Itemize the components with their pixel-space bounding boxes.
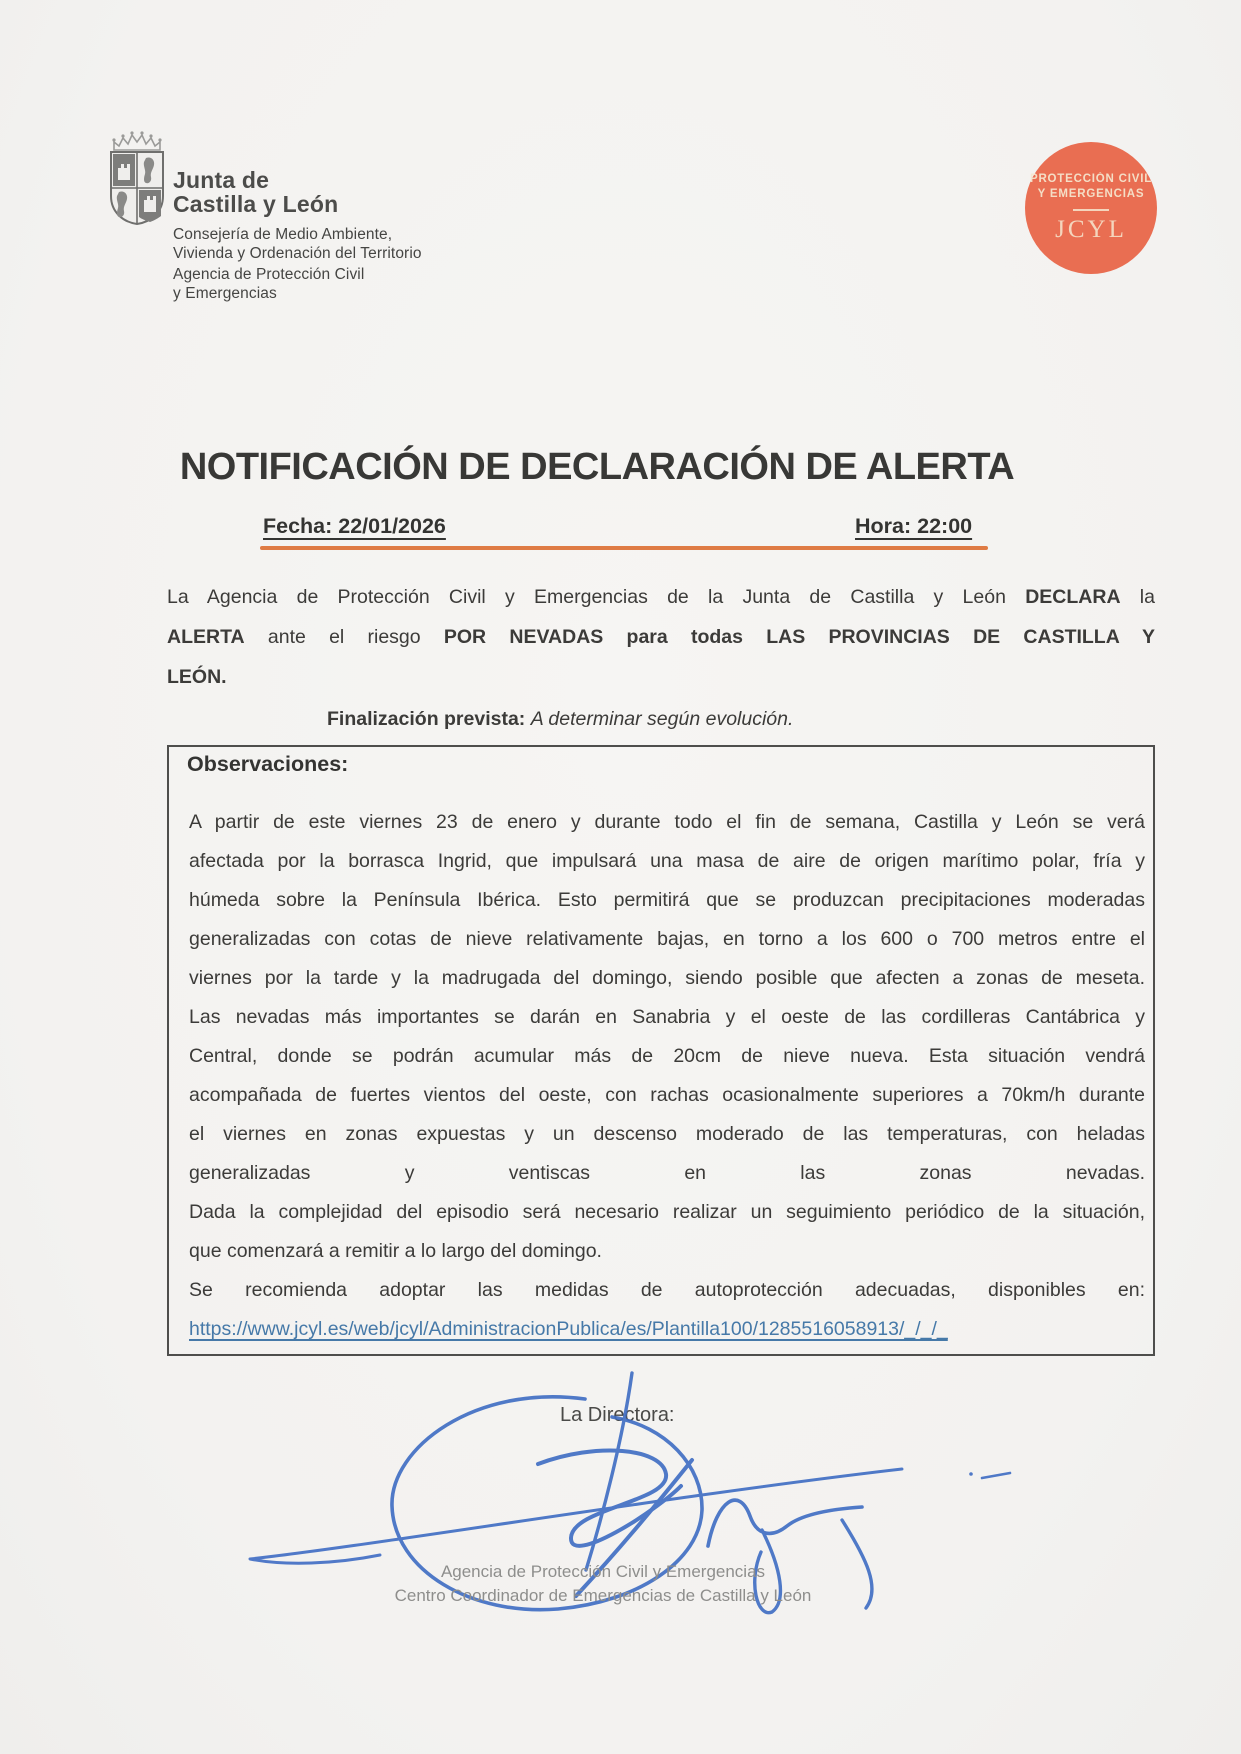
document-title: NOTIFICACIÓN DE DECLARACIÓN DE ALERTA bbox=[179, 446, 1015, 488]
castilla-leon-coat-of-arms bbox=[106, 130, 168, 226]
observations-line: A partir de este viernes 23 de enero y durante todo el fin de semana, Castilla y León se verá bbox=[189, 811, 1145, 833]
date-field: Fecha: 22/01/2026 bbox=[263, 514, 446, 538]
stamp-divider bbox=[1073, 209, 1109, 211]
footer-line2: Centro Coordinador de Emergencias de Castilla y León bbox=[394, 1585, 812, 1605]
observations-line: Las nevadas más importantes se darán en Sanabria y el oeste de las cordilleras Cantábrica y bbox=[189, 1006, 1145, 1028]
observations-line: Se recomienda adoptar las medidas de autoprotección adecuadas, disponibles en: bbox=[189, 1279, 1145, 1301]
org-name-line2: Castilla y León bbox=[173, 191, 339, 217]
observations-line: acompañada de fuertes vientos del oeste, con rachas ocasionalmente superiores a 70km/h durante bbox=[189, 1084, 1145, 1106]
observations-line: viernes por la tarde y la madrugada del domingo, siendo posible que afecten a zonas de meseta. bbox=[189, 967, 1145, 989]
stamp-acronym: JCYL bbox=[1055, 216, 1127, 243]
signer-title: La Directora: bbox=[560, 1404, 675, 1426]
department-line1: Consejería de Medio Ambiente, bbox=[173, 226, 393, 243]
stamp-line1: PROTECCIÓN CIVIL bbox=[1029, 173, 1153, 185]
observations-line: Central, donde se podrán acumular más de 20cm de nieve nueva. Esta situación vendrá bbox=[189, 1045, 1145, 1067]
observations-line: afectada por la borrasca Ingrid, que impulsará una masa de aire de origen marítimo polar, fría y bbox=[189, 850, 1145, 872]
declaration-line: ALERTA ante el riesgo POR NEVADAS para todas LAS PROVINCIAS DE CASTILLA Y bbox=[167, 626, 1155, 648]
declaration-paragraph bbox=[167, 577, 1155, 697]
jcyl-info-link[interactable]: https://www.jcyl.es/web/jcyl/AdministracionPublica/es/Plantilla100/1285516058913/_/_/_ bbox=[189, 1318, 948, 1340]
orange-underline-rule bbox=[260, 546, 988, 550]
coat-of-arms-icon bbox=[106, 130, 168, 226]
observations-link-line bbox=[189, 1310, 1145, 1349]
agency-block bbox=[173, 266, 364, 303]
declaration-line: La Agencia de Protección Civil y Emergencias de la Junta de Castilla y León DECLARA la bbox=[167, 586, 1155, 608]
department-line2: Vivienda y Ordenación del Territorio bbox=[173, 244, 422, 262]
observations-line: el viernes en zonas expuestas y un descenso moderado de las temperaturas, con heladas bbox=[189, 1123, 1145, 1145]
footer-block bbox=[3, 1560, 1203, 1607]
observations-line: que comenzará a remitir a lo largo del domingo. bbox=[189, 1240, 602, 1262]
finalization-line: Finalización prevista: A determinar según evolución. bbox=[327, 708, 794, 730]
observations-line: generalizadas con cotas de nieve relativamente bajas, en torno a los 600 o 700 metros entre el bbox=[189, 928, 1145, 950]
stamp-line2: Y EMERGENCIAS bbox=[1037, 188, 1145, 200]
org-name-line1: Junta de bbox=[173, 167, 270, 193]
time-field: Hora: 22:00 bbox=[855, 514, 973, 538]
agency-line2: y Emergencias bbox=[173, 284, 277, 302]
observations-line: generalizadas y ventiscas en las zonas nevadas. bbox=[189, 1162, 1145, 1184]
observations-line: húmeda sobre la Península Ibérica. Esto permitirá que se produzcan precipitaciones moderadas bbox=[189, 889, 1145, 911]
declaration-line: LEÓN. bbox=[167, 666, 227, 688]
footer-line1: Agencia de Protección Civil y Emergencias bbox=[440, 1562, 766, 1581]
org-name-block bbox=[173, 168, 338, 216]
department-block bbox=[173, 226, 422, 263]
agency-line1: Agencia de Protección Civil bbox=[173, 266, 365, 283]
observations-label: Observaciones: bbox=[187, 752, 349, 776]
observations-body bbox=[189, 803, 1145, 1349]
observations-line: Dada la complejidad del episodio será necesario realizar un seguimiento periódico de la situación, bbox=[189, 1201, 1145, 1223]
proteccion-civil-stamp bbox=[1025, 142, 1157, 274]
